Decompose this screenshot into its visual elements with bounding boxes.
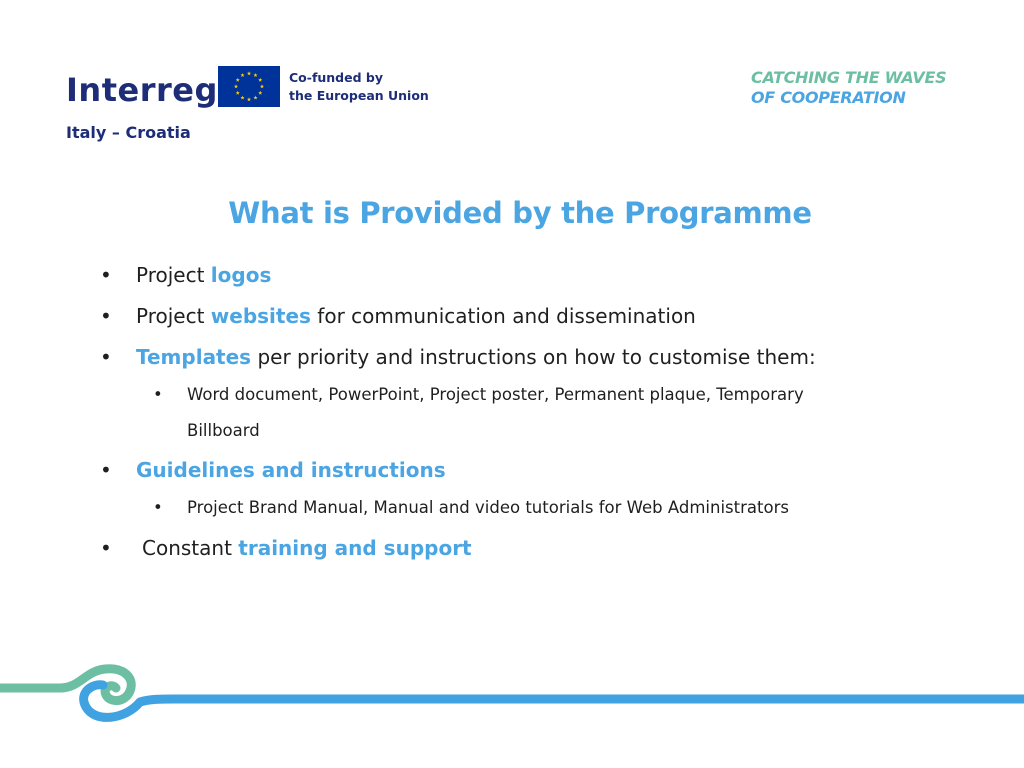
- interreg-region-label: Italy – Croatia: [66, 123, 191, 142]
- item-highlight: websites: [210, 304, 311, 328]
- bullet-marker: •: [100, 536, 112, 560]
- sub-list-item: Project Brand Manual, Manual and video tutorials for Web Administrators: [187, 498, 789, 517]
- tagline: [751, 68, 946, 108]
- tagline-line2: OF COOPERATION: [751, 88, 906, 107]
- sub-bullet-marker: •: [153, 498, 163, 517]
- item-highlight: Templates: [136, 345, 252, 369]
- list-item: [136, 302, 696, 330]
- item-text: Project: [136, 263, 211, 287]
- wave-swirl-icon: [0, 655, 1024, 735]
- tagline-line1: CATCHING THE WAVES: [751, 68, 947, 87]
- eu-cofunded-label: [289, 69, 429, 105]
- list-item: [136, 261, 271, 289]
- sub-bullet-marker: •: [153, 385, 163, 404]
- list-item: [136, 456, 446, 484]
- bullet-marker: •: [100, 304, 112, 328]
- item-text: Constant: [142, 536, 239, 560]
- item-highlight: training and support: [238, 536, 472, 560]
- page-title: What is Provided by the Programme: [228, 196, 812, 230]
- eu-cofunded-line1: Co-funded by: [289, 70, 384, 85]
- list-item: [136, 343, 816, 371]
- bullet-marker: •: [100, 345, 112, 369]
- item-highlight: logos: [210, 263, 272, 287]
- sub-item-line1: Word document, PowerPoint, Project poster, Permanent plaque, Temporary: [187, 385, 804, 404]
- eu-flag-icon: [218, 66, 280, 107]
- item-highlight: Guidelines and instructions: [136, 458, 446, 482]
- sub-item-line2: Billboard: [187, 421, 260, 440]
- sub-list-item: [187, 383, 804, 443]
- item-text-tail: per priority and instructions on how to customise them:: [251, 345, 816, 369]
- interreg-logo-text: Interreg: [66, 71, 218, 109]
- bullet-marker: •: [100, 263, 112, 287]
- item-text-tail: for communication and dissemination: [310, 304, 696, 328]
- bullet-marker: •: [100, 458, 112, 482]
- item-text: Project: [136, 304, 211, 328]
- list-item: [142, 534, 472, 562]
- eu-cofunded-line2: the European Union: [289, 88, 429, 103]
